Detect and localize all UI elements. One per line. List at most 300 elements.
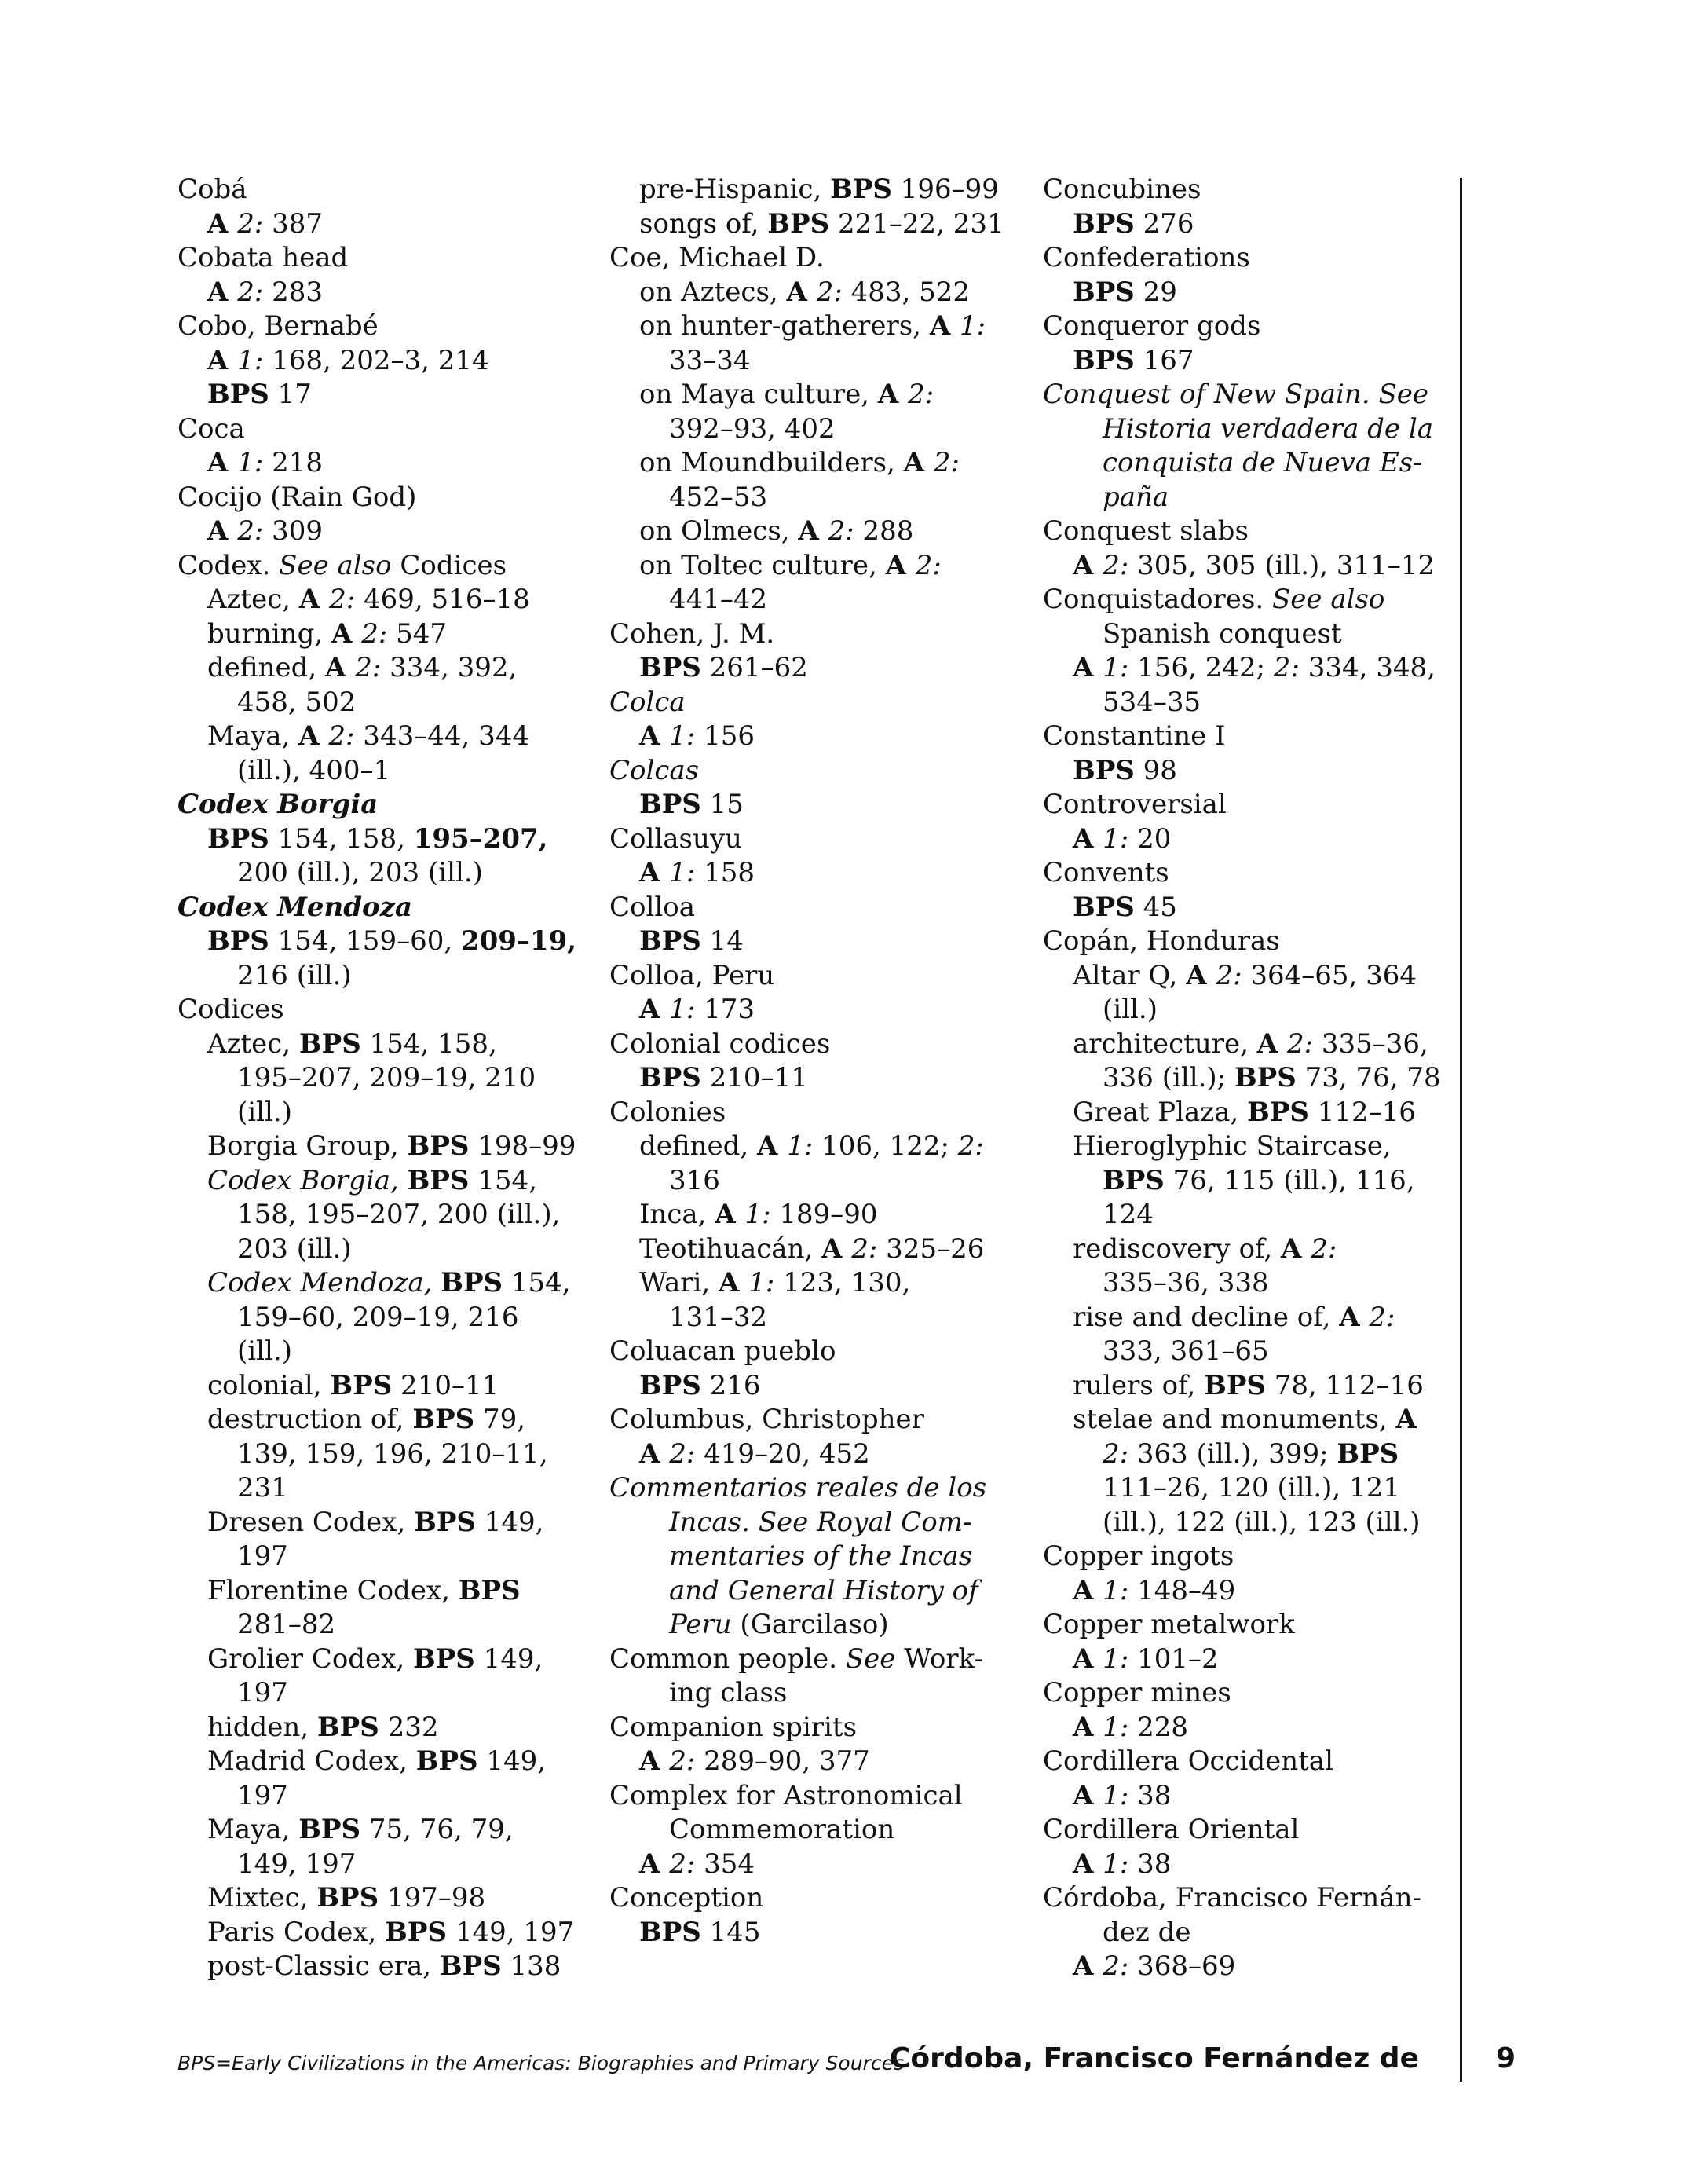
entry-text: 200 (ill.), 203 (ill.) — [237, 857, 483, 888]
entry-text: 309 — [263, 515, 324, 547]
entry-text: Aztec, — [207, 584, 299, 615]
entry-text: 203 (ill.) — [237, 1232, 352, 1265]
entry-text: 283 — [263, 276, 324, 308]
index-entry-heading — [1043, 788, 1451, 822]
entry-text: Incas. See Royal Com- — [669, 1506, 972, 1538]
entry-text: 452–53 — [669, 481, 768, 513]
entry-text: on Moundbuilders, — [639, 447, 904, 478]
index-entry-line — [1043, 993, 1451, 1027]
entry-text: A — [1395, 1404, 1417, 1435]
entry-text: Colcas — [609, 754, 700, 786]
entry-text: BPS — [414, 1506, 476, 1538]
entry-text: Conquest of New Spain. See — [1043, 379, 1428, 410]
entry-text: BPS — [207, 822, 269, 855]
index-entry-heading — [1043, 309, 1451, 344]
index-entry-heading — [609, 1779, 1018, 1814]
entry-text: 197 — [237, 1779, 288, 1811]
entry-text: 216 — [700, 1369, 761, 1401]
index-entry-line — [1043, 1198, 1451, 1232]
index-entry-line — [177, 1745, 586, 1779]
entry-text: 2: — [957, 1130, 984, 1162]
index-entry-line — [1043, 617, 1451, 652]
index-entry-line — [609, 1540, 1018, 1574]
index-entry-line — [609, 788, 1018, 822]
index-entry-line — [1043, 549, 1451, 584]
entry-text: A — [639, 720, 670, 752]
entry-text: Mixtec, — [207, 1882, 317, 1913]
index-entry-line — [1043, 1164, 1451, 1199]
index-entry-line — [177, 1506, 586, 1540]
index-entry-heading — [1043, 583, 1451, 617]
index-entry-line — [1043, 1779, 1451, 1814]
entry-text: 1: — [748, 1267, 775, 1298]
entry-text: 209–19, — [460, 925, 577, 957]
running-head: Córdoba, Francisco Fernández de — [889, 2042, 1419, 2075]
index-entry-line — [609, 720, 1018, 754]
entry-text: 261–62 — [700, 652, 808, 683]
entry-text: 343–44, 344 — [354, 720, 529, 752]
index-entry-heading — [609, 686, 1018, 720]
index-entry-line — [1043, 1471, 1451, 1506]
index-entry-line — [609, 515, 1018, 549]
entry-text: and General History of — [669, 1574, 978, 1606]
entry-text: BPS — [415, 1745, 478, 1777]
index-entry-line — [609, 378, 1018, 412]
entry-text: paña — [1103, 481, 1169, 513]
entry-text: 2: — [237, 515, 264, 547]
entry-text: rulers of, — [1073, 1369, 1205, 1401]
entry-text: 2: — [851, 1232, 878, 1265]
entry-text: 2: — [361, 617, 388, 650]
entry-text: BPS — [439, 1950, 502, 1982]
entry-text: See also — [1271, 584, 1385, 615]
entry-text: Coca — [177, 412, 245, 445]
entry-text — [432, 1267, 441, 1298]
entry-text: defined, — [207, 652, 325, 683]
entry-text: Codex Mendoza, — [207, 1267, 433, 1298]
entry-text: 111–26, 120 (ill.), 121 — [1103, 1472, 1400, 1503]
entry-text: Columbus, Christopher — [609, 1404, 924, 1435]
entry-text: Codex Borgia, — [207, 1164, 399, 1196]
entry-text: A — [798, 515, 828, 547]
entry-text: 364–65, 364 — [1242, 959, 1417, 991]
index-entry-line — [609, 1232, 1018, 1267]
entry-text: BPS — [412, 1642, 475, 1675]
index-entry-line — [177, 1642, 586, 1677]
entry-text: on Toltec culture, — [639, 549, 886, 581]
entry-text: 73, 76, 78 — [1296, 1062, 1441, 1093]
entry-text: 1: — [1103, 1711, 1129, 1743]
index-entry-line — [177, 378, 586, 412]
index-entry-line — [609, 1745, 1018, 1779]
index-entry-line — [177, 1848, 586, 1882]
entry-text: A — [1073, 549, 1103, 581]
entry-text: 1: — [744, 1199, 771, 1230]
entry-text: BPS — [207, 925, 269, 957]
entry-text: 154, 159–60, — [269, 925, 461, 957]
index-entry-line — [1043, 822, 1451, 857]
entry-text: 232 — [379, 1711, 439, 1743]
entry-text: 79, — [474, 1404, 526, 1435]
entry-text: 189–90 — [770, 1199, 878, 1230]
entry-text: Codex. — [177, 549, 280, 581]
index-entry-heading — [1043, 378, 1451, 412]
entry-text: See also — [279, 549, 392, 581]
entry-text: 2: — [915, 549, 942, 581]
entry-text: 368–69 — [1128, 1950, 1236, 1982]
entry-text: stelae and monuments, — [1073, 1404, 1396, 1435]
entry-text: A — [903, 447, 934, 478]
entry-text: 139, 159, 196, 210–11, — [237, 1437, 548, 1470]
index-entry-line — [177, 583, 586, 617]
entry-text: 38 — [1128, 1779, 1172, 1811]
entry-text: Córdoba, Francisco Fernán- — [1043, 1882, 1421, 1913]
entry-text: 33–34 — [669, 344, 751, 376]
index-entry-heading — [1043, 1745, 1451, 1779]
entry-text: 289–90, 377 — [695, 1745, 870, 1777]
entry-text: Colonies — [609, 1096, 726, 1128]
index-entry-line — [177, 1813, 586, 1848]
entry-text: Colonial codices — [609, 1027, 831, 1060]
entry-text: Complex for Astronomical — [609, 1779, 963, 1811]
index-entry-line — [177, 1916, 586, 1950]
entry-text: A — [821, 1232, 852, 1265]
entry-text: Dresen Codex, — [207, 1506, 415, 1538]
entry-text: 154, 158, — [360, 1027, 497, 1060]
entry-text: 197–98 — [379, 1882, 486, 1913]
index-entry-line — [177, 617, 586, 652]
entry-text: A — [1256, 1027, 1287, 1060]
entry-text: 29 — [1134, 276, 1177, 308]
index-entry-line — [177, 515, 586, 549]
entry-text: (ill.) — [1103, 994, 1158, 1025]
entry-text: 534–35 — [1103, 686, 1201, 718]
entry-text: A — [929, 310, 960, 342]
index-entry-heading — [177, 412, 586, 447]
index-entry-line — [1043, 1711, 1451, 1745]
entry-text: 167 — [1134, 344, 1194, 376]
vertical-rule — [1460, 178, 1462, 2082]
entry-text: 2: — [1286, 1027, 1314, 1060]
index-entry-heading — [609, 891, 1018, 925]
entry-text: A — [1281, 1232, 1311, 1265]
index-entry-line — [177, 1096, 586, 1130]
footer-note: BPS=Early Civilizations in the Americas: Biographies and Primary Sources — [177, 2052, 904, 2075]
entry-text: BPS — [1073, 276, 1135, 308]
index-entry-heading — [1043, 1881, 1451, 1916]
index-entry-heading — [609, 1027, 1018, 1062]
entry-text: Copper ingots — [1043, 1540, 1234, 1572]
entry-text: 197 — [237, 1540, 288, 1572]
entry-text: (ill.) — [237, 1335, 292, 1367]
entry-text: BPS — [1247, 1096, 1309, 1128]
index-entry-line — [177, 446, 586, 481]
index-entry-line — [609, 856, 1018, 891]
entry-text: Hieroglyphic Staircase, — [1073, 1130, 1392, 1162]
entry-text: Codices — [391, 549, 507, 581]
entry-text: 354 — [695, 1848, 755, 1880]
entry-text: Confederations — [1043, 242, 1250, 273]
index-entry-line — [609, 207, 1018, 242]
index-entry-line — [1043, 1301, 1451, 1335]
index-entry-line — [1043, 1369, 1451, 1404]
entry-text: A — [1073, 1574, 1103, 1606]
entry-text: 149, — [475, 1506, 544, 1538]
index-entry-line — [177, 1950, 586, 1984]
index-entry-line — [177, 1198, 586, 1232]
entry-text: mentaries of the Incas — [669, 1540, 973, 1572]
entry-text: BPS — [330, 1369, 393, 1401]
entry-text: A — [207, 207, 238, 240]
index-entry-line — [609, 276, 1018, 310]
index-entry-heading — [1043, 720, 1451, 754]
entry-text: 2: — [1273, 652, 1300, 683]
index-entry-line — [609, 1813, 1018, 1848]
entry-text — [399, 1165, 408, 1196]
entry-text: 334, 348, — [1299, 652, 1436, 683]
entry-text: destruction of, — [207, 1404, 413, 1435]
entry-text: 17 — [269, 379, 312, 410]
entry-text: Paris Codex, — [207, 1916, 386, 1948]
entry-text: conquista de Nueva Es- — [1103, 447, 1422, 478]
entry-text: Collasuyu — [609, 822, 742, 855]
index-entry-line — [1043, 959, 1451, 994]
entry-text: 2: — [669, 1437, 696, 1470]
entry-text: A — [885, 549, 916, 581]
entry-text: BPS — [639, 925, 701, 957]
entry-text: Coe, Michael D. — [609, 242, 825, 273]
index-entry-line — [177, 1711, 586, 1745]
entry-text: Conception — [609, 1882, 764, 1913]
entry-text: BPS — [316, 1711, 379, 1743]
entry-text: BPS — [1103, 1164, 1165, 1196]
entry-text: Convents — [1043, 857, 1169, 888]
entry-text: dez de — [1103, 1916, 1191, 1948]
entry-text: BPS — [1073, 891, 1135, 923]
index-entry-line — [609, 412, 1018, 447]
index-entry-line — [1043, 1027, 1451, 1062]
index-entry-line — [609, 1437, 1018, 1472]
index-entry-line — [1043, 1437, 1451, 1472]
entry-text: 2: — [669, 1745, 696, 1777]
entry-text: 156 — [695, 720, 755, 752]
index-entry-line — [177, 1164, 586, 1199]
index-entry-heading — [1043, 925, 1451, 959]
entry-text: A — [639, 994, 670, 1025]
entry-text: A — [331, 617, 362, 650]
entry-text: 75, 76, 79, — [360, 1814, 514, 1845]
entry-text: 281–82 — [237, 1609, 336, 1640]
entry-text: 276 — [1134, 207, 1194, 240]
index-entry-heading — [177, 309, 586, 344]
entry-text: Conquest slabs — [1043, 515, 1249, 547]
index-entry-heading — [609, 617, 1018, 652]
entry-text: BPS — [1073, 207, 1135, 240]
index-entry-heading — [177, 891, 586, 925]
index-entry-line — [1043, 1096, 1451, 1130]
entry-text: A — [639, 1745, 670, 1777]
entry-text: 101–2 — [1128, 1642, 1219, 1675]
entry-text: Florentine Codex, — [207, 1574, 459, 1606]
entry-text: 106, 122; — [813, 1130, 958, 1162]
entry-text: BPS — [1337, 1437, 1399, 1470]
index-entry-heading — [609, 959, 1018, 994]
entry-text: 149, 197 — [237, 1848, 357, 1880]
entry-text: Wari, — [639, 1267, 719, 1298]
index-entry-line — [609, 651, 1018, 686]
index-entry-line — [1043, 1506, 1451, 1540]
index-entry-line — [177, 651, 586, 686]
entry-text: BPS — [441, 1267, 503, 1298]
entry-text: 316 — [669, 1164, 720, 1196]
entry-text: 218 — [263, 447, 324, 478]
entry-text: Cohen, J. M. — [609, 617, 775, 650]
entry-text: A — [298, 584, 330, 615]
index-entry-line — [177, 720, 586, 754]
entry-text: 547 — [387, 617, 447, 650]
entry-text: on Maya culture, — [639, 379, 878, 410]
index-entry-heading — [1043, 1813, 1451, 1848]
entry-text: 210–11 — [700, 1062, 808, 1093]
entry-text: A — [715, 1199, 745, 1230]
entry-text: A — [639, 857, 670, 888]
index-entry-line — [177, 1027, 586, 1062]
entry-text: BPS — [412, 1404, 475, 1435]
entry-text: 2: — [355, 652, 382, 683]
entry-text: 305, 305 (ill.), 311–12 — [1128, 549, 1436, 581]
entry-text: 45 — [1134, 891, 1177, 923]
index-entry-line — [609, 1301, 1018, 1335]
index-entry-line — [1043, 276, 1451, 310]
entry-text: architecture, — [1073, 1027, 1257, 1060]
entry-text: A — [1073, 1950, 1103, 1982]
entry-text: 15 — [700, 789, 744, 820]
entry-text: A — [877, 379, 909, 410]
entry-text: 210–11 — [392, 1369, 499, 1401]
index-entry-line — [177, 686, 586, 720]
entry-text: Cordillera Occidental — [1043, 1745, 1333, 1777]
entry-text: 78, 112–16 — [1265, 1369, 1424, 1401]
index-entry-line — [609, 1266, 1018, 1301]
index-entry-heading — [609, 1642, 1018, 1677]
entry-text: 197 — [237, 1677, 288, 1708]
index-entry-line — [1043, 412, 1451, 447]
index-entry-line — [177, 1335, 586, 1369]
entry-text: 1: — [237, 344, 264, 376]
entry-text: BPS — [385, 1916, 448, 1948]
entry-text: 228 — [1128, 1711, 1189, 1743]
entry-text: Codex Mendoza — [177, 891, 413, 923]
entry-text: 2: — [816, 276, 843, 308]
entry-text: 1: — [787, 1130, 814, 1162]
index-entry-line — [177, 1301, 586, 1335]
entry-text: Cobata head — [177, 242, 349, 273]
entry-text: on hunter-gatherers, — [639, 310, 930, 342]
index-entry-line — [609, 481, 1018, 515]
index-entry-line — [609, 1061, 1018, 1096]
entry-text: 154, 158, — [269, 822, 414, 855]
entry-text: 334, 392, — [381, 652, 518, 683]
index-entry-heading — [1043, 173, 1451, 207]
index-entry-line — [609, 309, 1018, 344]
entry-text: 2: — [237, 207, 264, 240]
entry-text: 363 (ill.), 399; — [1128, 1437, 1337, 1470]
entry-text: (Garcilaso) — [731, 1609, 889, 1640]
index-entry-line — [609, 1608, 1018, 1642]
entry-text: 1: — [669, 720, 696, 752]
index-entry-line — [609, 446, 1018, 481]
index-entry-heading — [177, 173, 586, 207]
entry-text: 2: — [1311, 1232, 1337, 1265]
entry-text: 138 — [501, 1950, 561, 1982]
index-entry-line — [1043, 1574, 1451, 1609]
entry-text: 2: — [828, 515, 854, 547]
entry-text: BPS — [639, 789, 701, 820]
entry-text: rediscovery of, — [1073, 1232, 1282, 1265]
entry-text: (ill.) — [237, 1096, 292, 1128]
entry-text: ing class — [669, 1677, 788, 1708]
entry-text: BPS — [1073, 754, 1135, 786]
index-entry-line — [609, 1916, 1018, 1950]
entry-text: Cobo, Bernabé — [177, 310, 379, 342]
entry-text: Copper mines — [1043, 1677, 1231, 1708]
index-entry-line — [177, 276, 586, 310]
entry-text: Peru — [669, 1609, 732, 1640]
index-entry-line — [1043, 1335, 1451, 1369]
entry-text: BPS — [407, 1164, 470, 1196]
entry-text: 195–207, 209–19, 210 — [237, 1062, 536, 1093]
entry-text: 441–42 — [669, 584, 768, 615]
entry-text: 2: — [1369, 1301, 1395, 1333]
entry-text: 1: — [1103, 652, 1129, 683]
index-entry-line — [1043, 1642, 1451, 1677]
entry-text: Madrid Codex, — [207, 1745, 416, 1777]
entry-text: Commemoration — [669, 1814, 895, 1845]
index-entry-line — [177, 1130, 586, 1164]
index-entry-heading — [177, 481, 586, 515]
index-entry-line — [609, 1198, 1018, 1232]
entry-text: Coluacan pueblo — [609, 1335, 836, 1367]
index-entry-heading — [1043, 1676, 1451, 1711]
index-entry-line — [177, 1403, 586, 1437]
index-entry-line — [1043, 754, 1451, 789]
entry-text: 149, — [474, 1642, 543, 1675]
entry-text: Altar Q, — [1073, 959, 1187, 991]
entry-text: A — [1073, 1779, 1103, 1811]
entry-text: A — [756, 1130, 788, 1162]
index-entry-heading — [609, 1881, 1018, 1916]
entry-text: 158 — [695, 857, 755, 888]
entry-text: BPS — [639, 1916, 701, 1948]
entry-text: 149, — [477, 1745, 547, 1777]
entry-text: 2: — [1103, 549, 1129, 581]
entry-text: 158, 195–207, 200 (ill.), — [237, 1199, 561, 1230]
entry-text: burning, — [207, 617, 331, 650]
entry-text: Codices — [177, 994, 284, 1025]
entry-text: Codex Borgia — [177, 789, 379, 820]
entry-text: Copán, Honduras — [1043, 925, 1280, 957]
entry-text: Concubines — [1043, 174, 1201, 205]
entry-text: A — [207, 515, 238, 547]
index-entry-line — [609, 1164, 1018, 1199]
entry-text: 2: — [1103, 1437, 1129, 1470]
entry-text: pre-Hispanic, — [639, 174, 831, 205]
entry-text: A — [1186, 959, 1216, 991]
entry-text: 1: — [1103, 1574, 1129, 1606]
index-entry-heading — [177, 549, 586, 584]
index-entry-line — [177, 1540, 586, 1574]
index-entry-line — [177, 1369, 586, 1404]
